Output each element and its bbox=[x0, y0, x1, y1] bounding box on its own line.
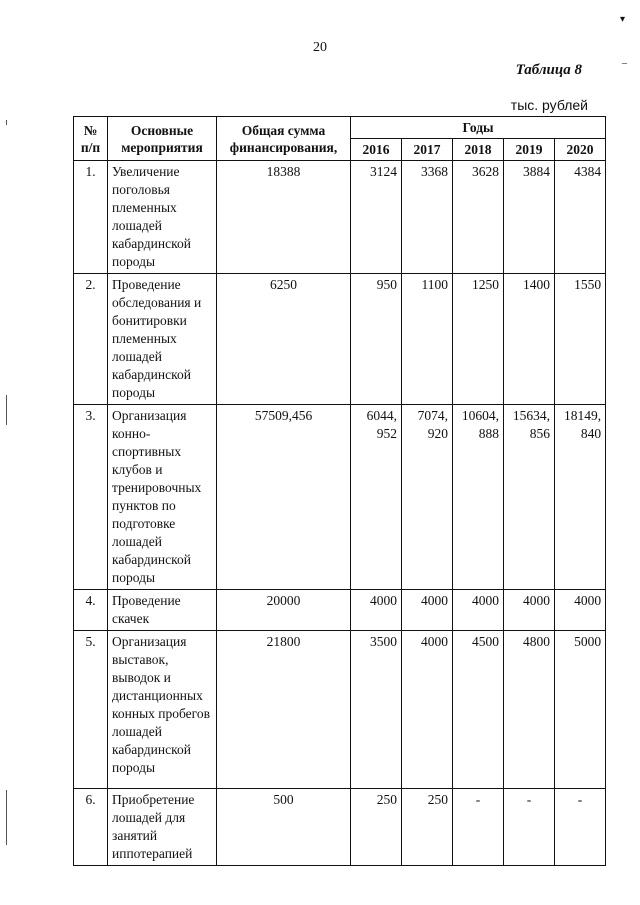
scan-mark: – bbox=[622, 58, 627, 69]
activity-name: Приобретение лошадей для занятий иппотерапией bbox=[108, 789, 217, 866]
units-label: тыс. рублей bbox=[510, 97, 588, 113]
scan-edge-line bbox=[6, 120, 7, 125]
total-amount: 18388 bbox=[217, 161, 351, 274]
year-value: 18149, 840 bbox=[555, 405, 606, 590]
scan-edge-line bbox=[6, 395, 7, 425]
total-amount: 20000 bbox=[217, 590, 351, 631]
year-value: - bbox=[453, 789, 504, 866]
total-amount: 21800 bbox=[217, 631, 351, 789]
table-row bbox=[74, 631, 606, 789]
year-value: 4000 bbox=[555, 590, 606, 631]
scan-edge-line bbox=[6, 790, 7, 845]
total-amount: 6250 bbox=[217, 274, 351, 405]
year-value: 3500 bbox=[351, 631, 402, 789]
total-amount: 57509,456 bbox=[217, 405, 351, 590]
table-row bbox=[74, 274, 606, 405]
row-number: 2. bbox=[74, 274, 108, 405]
year-value: 4500 bbox=[453, 631, 504, 789]
header-years-group: Годы bbox=[351, 117, 606, 139]
year-value: 1250 bbox=[453, 274, 504, 405]
table-label: Таблица 8 bbox=[515, 62, 582, 78]
header-total: Общая сумма финансирования, bbox=[217, 117, 351, 161]
table-row bbox=[74, 161, 606, 274]
table-row bbox=[74, 405, 606, 590]
year-value: 1400 bbox=[504, 274, 555, 405]
total-amount: 500 bbox=[217, 789, 351, 866]
year-value: 7074, 920 bbox=[402, 405, 453, 590]
year-value: 4000 bbox=[402, 590, 453, 631]
year-value: 6044, 952 bbox=[351, 405, 402, 590]
year-value: 1100 bbox=[402, 274, 453, 405]
year-value: 4384 bbox=[555, 161, 606, 274]
year-value: 4800 bbox=[504, 631, 555, 789]
row-number: 6. bbox=[74, 789, 108, 866]
activity-name: Организация выставок, выводок и дистанционных конных пробегов лошадей кабардинской породы bbox=[108, 631, 217, 789]
row-number: 1. bbox=[74, 161, 108, 274]
activity-name: Увеличение поголовья племенных лошадей кабардинской породы bbox=[108, 161, 217, 274]
header-year: 2017 bbox=[402, 139, 453, 161]
header-year: 2016 bbox=[351, 139, 402, 161]
row-number: 4. bbox=[74, 590, 108, 631]
header-year: 2019 bbox=[504, 139, 555, 161]
year-value: 5000 bbox=[555, 631, 606, 789]
scan-mark: ▾ bbox=[620, 14, 626, 25]
activity-name: Организация конно-спортивных клубов и тренировочных пунктов по подготовке лошадей кабардинской породы bbox=[108, 405, 217, 590]
year-value: 250 bbox=[351, 789, 402, 866]
header-year: 2018 bbox=[453, 139, 504, 161]
table-row bbox=[74, 590, 606, 631]
year-value: 4000 bbox=[351, 590, 402, 631]
page-number: 20 bbox=[313, 40, 327, 55]
row-number: 3. bbox=[74, 405, 108, 590]
year-value: - bbox=[504, 789, 555, 866]
year-value: - bbox=[555, 789, 606, 866]
year-value: 4000 bbox=[402, 631, 453, 789]
year-value: 15634, 856 bbox=[504, 405, 555, 590]
header-year: 2020 bbox=[555, 139, 606, 161]
year-value: 3628 bbox=[453, 161, 504, 274]
year-value: 1550 bbox=[555, 274, 606, 405]
year-value: 250 bbox=[402, 789, 453, 866]
activity-name: Проведение скачек bbox=[108, 590, 217, 631]
header-activity: Основные мероприятия bbox=[108, 117, 217, 161]
year-value: 4000 bbox=[504, 590, 555, 631]
year-value: 3368 bbox=[402, 161, 453, 274]
activity-name: Проведение обследования и бонитировки племенных лошадей кабардинской породы bbox=[108, 274, 217, 405]
year-value: 950 bbox=[351, 274, 402, 405]
row-number: 5. bbox=[74, 631, 108, 789]
year-value: 10604, 888 bbox=[453, 405, 504, 590]
table-row bbox=[74, 789, 606, 866]
year-value: 3884 bbox=[504, 161, 555, 274]
year-value: 3124 bbox=[351, 161, 402, 274]
header-num: № п/п bbox=[74, 117, 108, 161]
financing-table bbox=[73, 116, 606, 866]
year-value: 4000 bbox=[453, 590, 504, 631]
